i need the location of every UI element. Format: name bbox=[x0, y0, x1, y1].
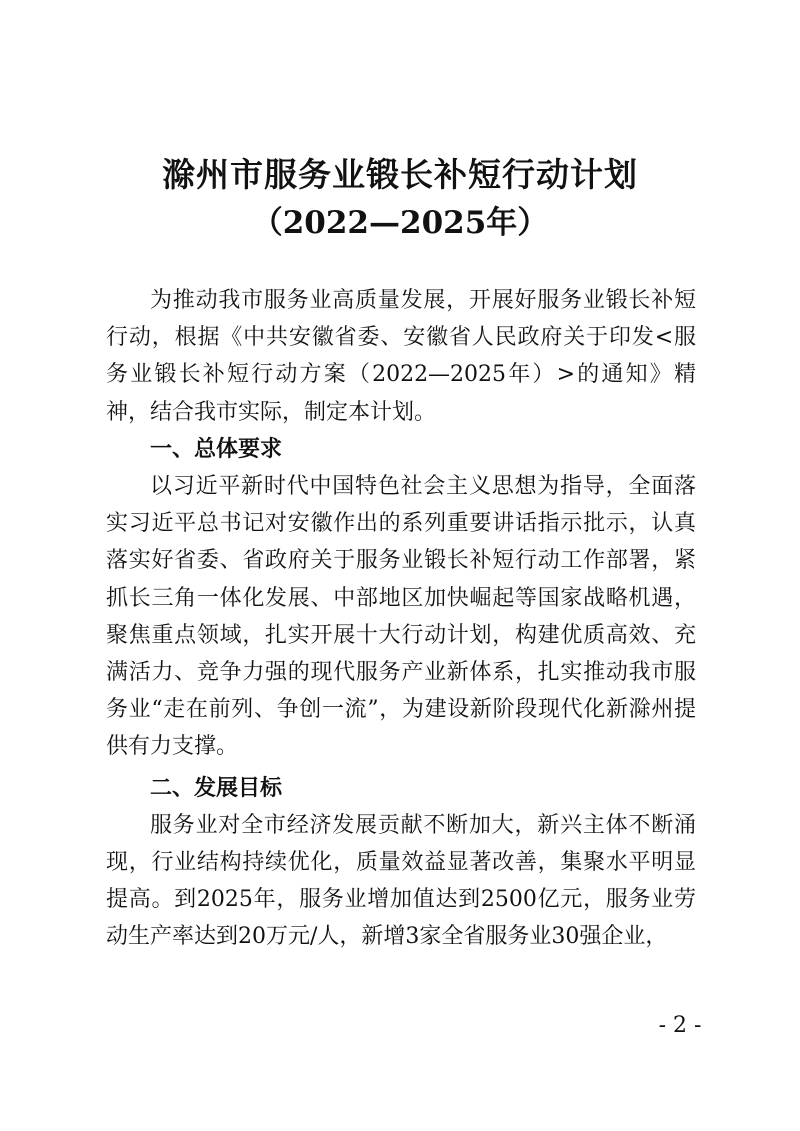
section-heading-general-requirements: 一、总体要求 bbox=[150, 436, 283, 462]
intro-paragraph: 为推动我市服务业高质量发展，开展好服务业锻长补短行动，根据《中共安徽省委、安徽省人民政府关于印发<服务业锻长补短行动方案（2022—2025年）>的通知》精神，结合我市实际，制定本计划。 bbox=[106, 288, 696, 425]
document-title: 滁州市服务业锻长补短行动计划 bbox=[162, 155, 638, 194]
document-body bbox=[106, 282, 696, 956]
document-subtitle: （2022—2025年） bbox=[251, 205, 549, 241]
section-paragraph-development-goals: 服务业对全市经济发展贡献不断加大，新兴主体不断涌现，行业结构持续优化，质量效益显著改善，集聚水平明显提高。到2025年，服务业增加值达到2500亿元，服务业劳动生产率达到20万元/人，新增3家全省服务业30强企业， bbox=[106, 812, 696, 950]
section-heading-development-goals: 二、发展目标 bbox=[150, 775, 283, 801]
page-number: - 2 - bbox=[658, 1013, 702, 1038]
section-paragraph-general-requirements: 以习近平新时代中国特色社会主义思想为指导，全面落实习近平总书记对安徽作出的系列重要讲话指示批示，认真落实好省委、省政府关于服务业锻长补短行动工作部署，紧抓长三角一体化发展、中部地区加快崛起等国家战略机遇，聚焦重点领域，扎实开展十大行动计划，构建优质高效、充满活力、竞争力强的现代服务产业新体系，扎实推动我市服务业“走在前列、争创一流”，为建设新阶段现代化新滁州提供有力支撑。 bbox=[106, 474, 696, 760]
